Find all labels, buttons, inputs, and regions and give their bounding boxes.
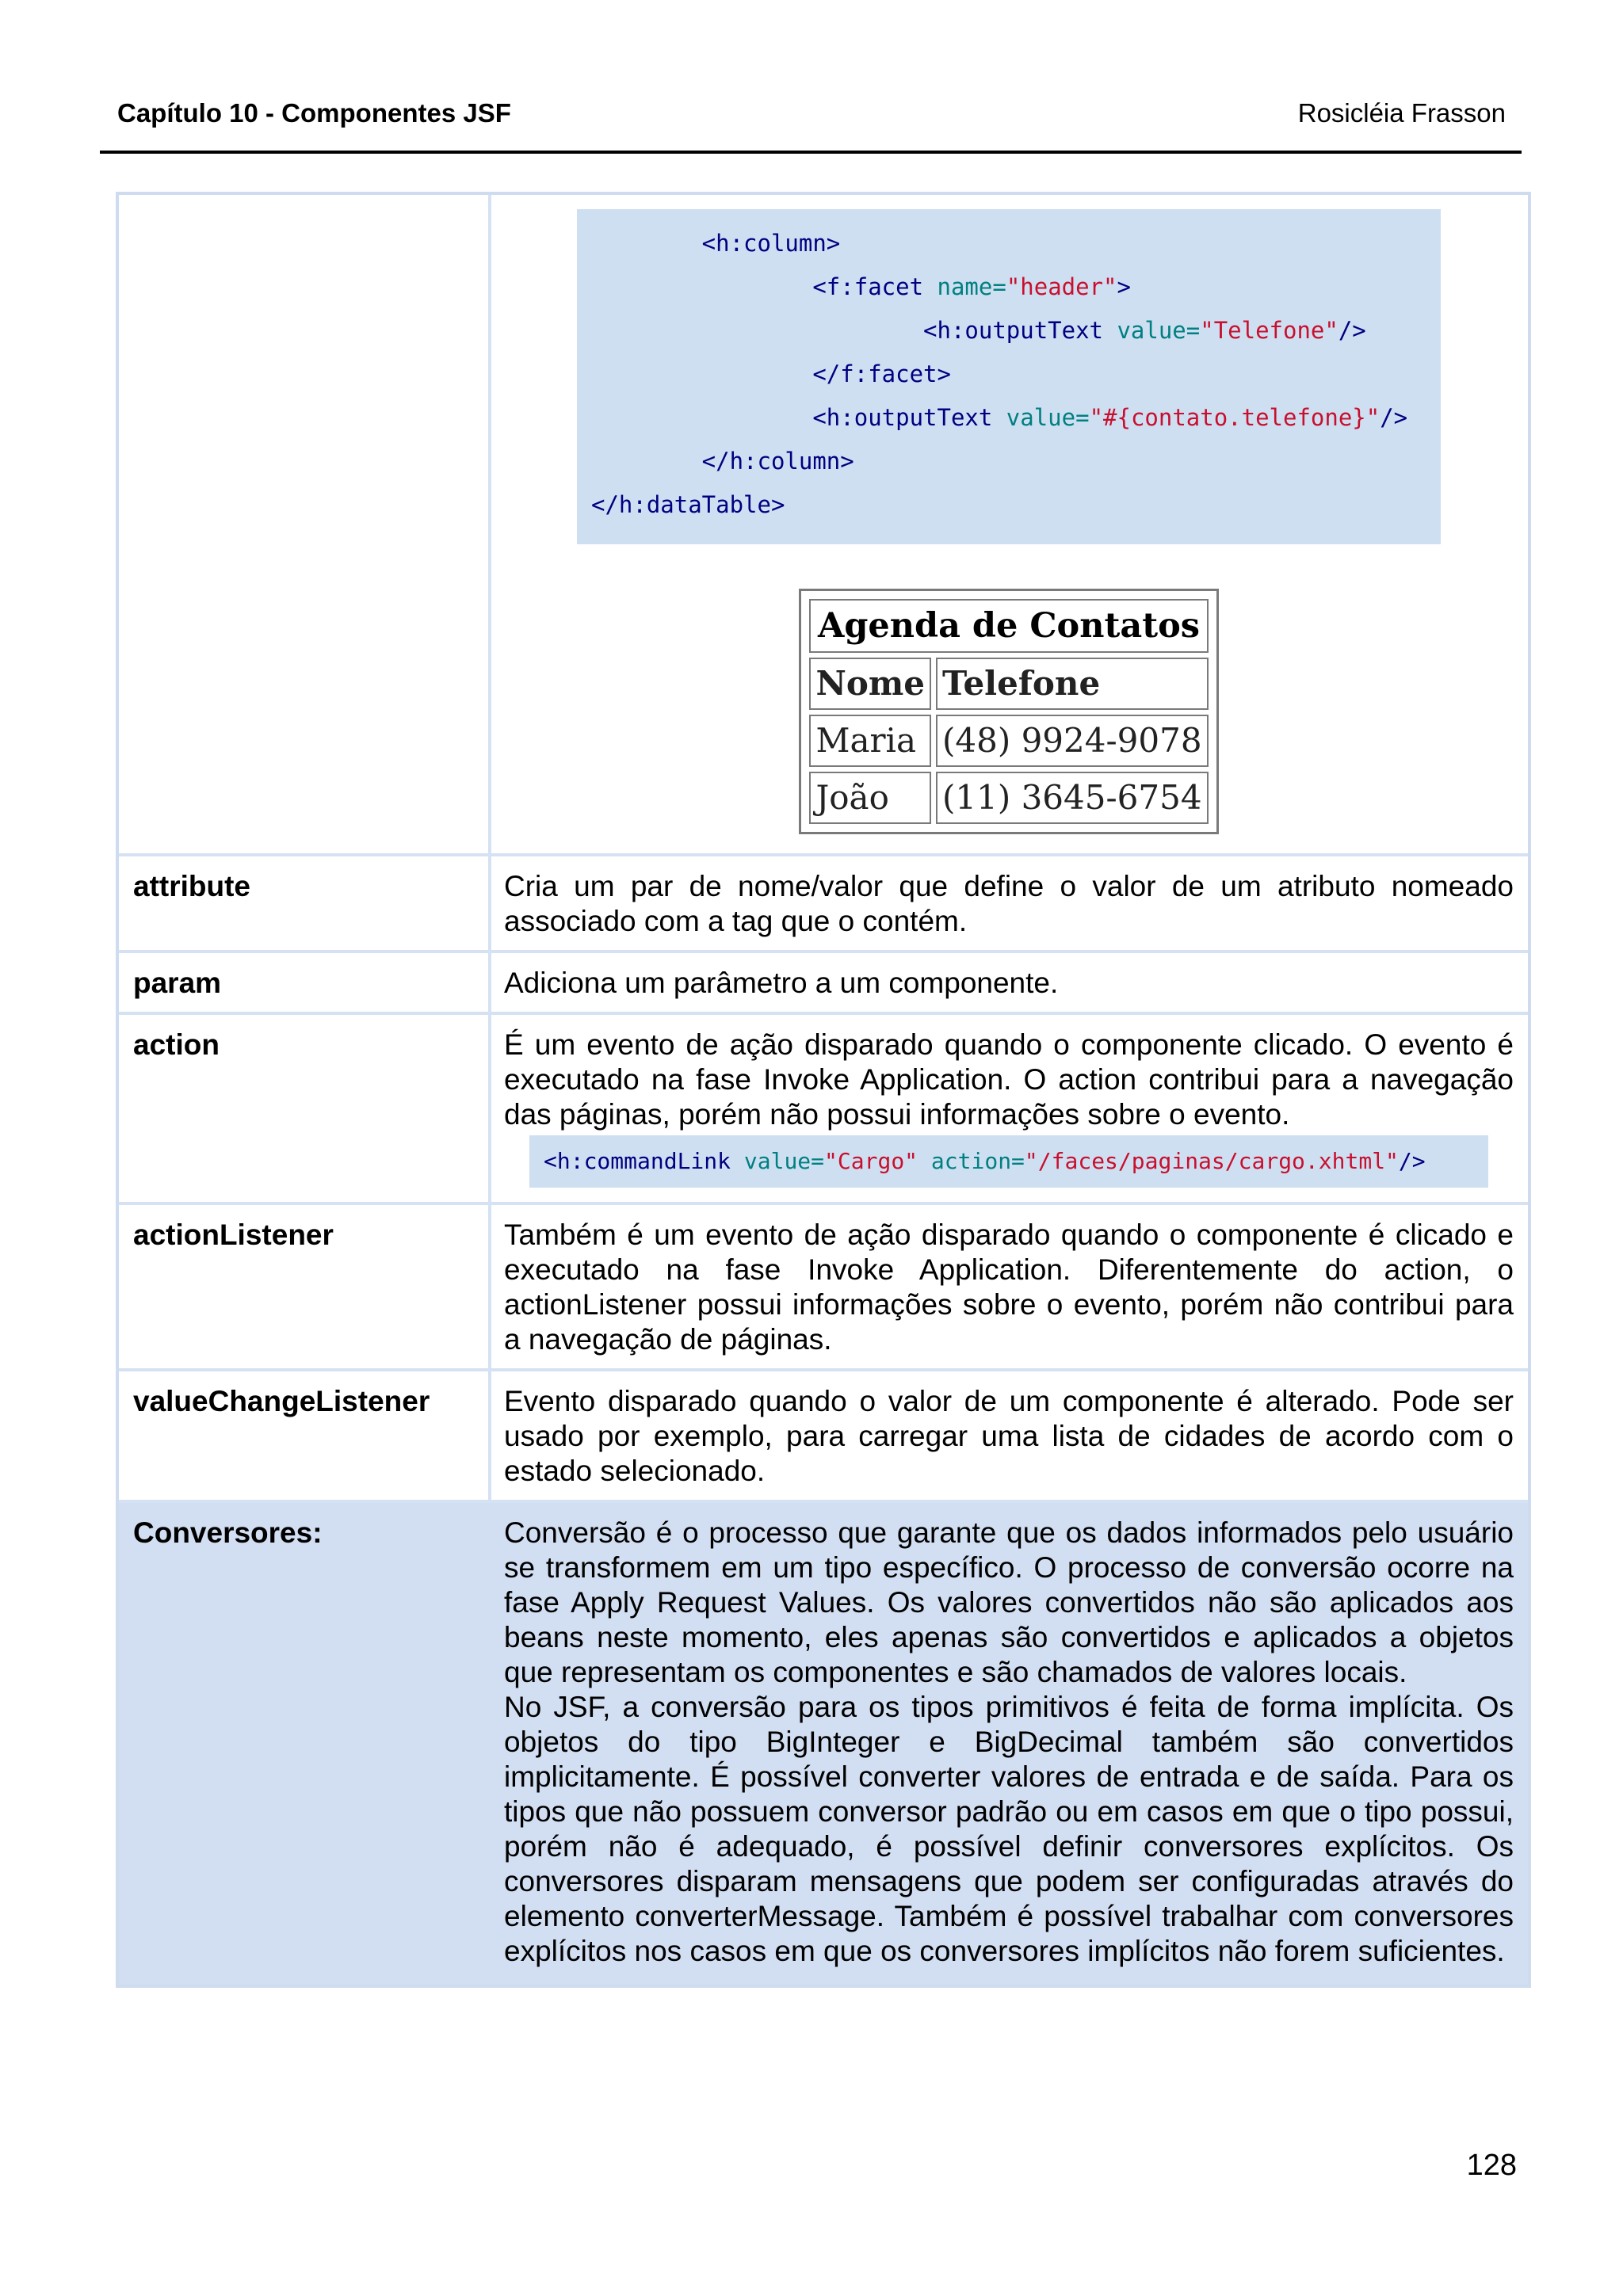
row-key: Conversores: xyxy=(119,1503,491,1985)
description-text: Cria um par de nome/valor que define o valor de um atributo nomeado associado com a tag que o contém. xyxy=(504,870,1514,937)
code-token-tag: <h:outputText xyxy=(591,317,1117,344)
code-token-tag: </f:facet> xyxy=(591,360,951,387)
page-header xyxy=(100,93,1522,154)
row-description xyxy=(491,856,1528,950)
row-key: action xyxy=(119,1015,491,1202)
code-token-str: "Telefone" xyxy=(1200,317,1338,344)
description-text: Também é um evento de ação disparado quando o componente é clicado e executado na fase Invoke Application. Diferentemente do action, o actionListener possui informações sobre o evento, porém não contribui para a navegação de páginas. xyxy=(504,1219,1514,1356)
code-token-tag: > xyxy=(1117,273,1131,300)
description-paragraph-2: No JSF, a conversão para os tipos primitivos é feita de forma implícita. Os objetos do tipo BigInteger e BigDecimal também são convertidos implicitamente. É possível converter valores de entrada e de saída. Para os tipos que não possuem conversor padrão ou em casos em que o tipo possui, porém não é adequado, é possível definir conversores explícitos. Os conversores disparam mensagens que podem ser configuradas através do elemento converterMessage. Também é possível trabalhar com conversores explícitos nos casos em que os conversores implícitos não forem suficientes. xyxy=(504,1691,1514,1967)
code-token-tag: <h:commandLink xyxy=(544,1148,744,1174)
code-token-attr: action= xyxy=(918,1148,1025,1174)
agenda-cell-telefone: (11) 3645-6754 xyxy=(936,772,1209,824)
components-table xyxy=(116,192,1531,1988)
agenda-cell-telefone: (48) 9924-9078 xyxy=(936,715,1209,767)
row-key: actionListener xyxy=(119,1205,491,1368)
code-token-tag: <h:column> xyxy=(591,230,841,257)
table-row-param xyxy=(119,950,1528,1012)
agenda-cell-nome: João xyxy=(809,772,931,824)
code-line xyxy=(591,222,1426,265)
row-description xyxy=(491,1205,1528,1368)
description-text: Evento disparado quando o valor de um componente é alterado. Pode ser usado por exemplo, para carregar uma lista de cidades de acordo com o estado selecionado. xyxy=(504,1385,1514,1487)
code-block-datatable xyxy=(577,209,1441,544)
code-token-tag: </h:dataTable> xyxy=(591,491,785,518)
row-description xyxy=(491,953,1528,1012)
code-token-tag: /> xyxy=(1398,1148,1426,1174)
description-text: Adiciona um parâmetro a um componente. xyxy=(504,967,1059,999)
agenda-header-row xyxy=(809,658,1208,710)
row-key: valueChangeListener xyxy=(119,1371,491,1500)
table-row-action xyxy=(119,1012,1528,1202)
table-row-attribute xyxy=(119,853,1528,950)
row-key: param xyxy=(119,953,491,1012)
code-token-attr: value= xyxy=(743,1148,825,1174)
code-token-str: "Cargo" xyxy=(824,1148,918,1174)
row-key-empty xyxy=(119,195,491,853)
code-line xyxy=(591,483,1426,527)
row-key: attribute xyxy=(119,856,491,950)
table-row xyxy=(809,772,1208,824)
row-description xyxy=(491,1015,1528,1202)
chapter-title: Capítulo 10 - Componentes JSF xyxy=(117,98,511,128)
agenda-table-image xyxy=(799,589,1218,834)
row-description xyxy=(491,1371,1528,1500)
row-description xyxy=(491,1503,1528,1985)
code-token-attr: value= xyxy=(1117,317,1201,344)
code-token-attr: value= xyxy=(1006,404,1090,431)
table-row xyxy=(809,715,1208,767)
code-token-str: "header" xyxy=(1006,273,1117,300)
code-token-str: "/faces/paginas/cargo.xhtml" xyxy=(1024,1148,1399,1174)
table-row-valuechangelistener xyxy=(119,1368,1528,1500)
page-number: 128 xyxy=(1466,2149,1517,2182)
row-value-example xyxy=(491,195,1528,853)
code-token-tag: /> xyxy=(1380,404,1408,431)
description-text: É um evento de ação disparado quando o componente clicado. O evento é executado na fase Invoke Application. O action contribui para a navegação das páginas, porém não possui informações sobre o evento. xyxy=(504,1028,1514,1131)
agenda-caption: Agenda de Contatos xyxy=(809,599,1208,653)
code-line xyxy=(591,396,1426,440)
code-token-tag: <h:outputText xyxy=(591,404,1006,431)
agenda-col-nome: Nome xyxy=(809,658,931,710)
code-line xyxy=(591,353,1426,396)
description-paragraph-1: Conversão é o processo que garante que os dados informados pelo usuário se transformem em um tipo específico. O processo de conversão ocorre na fase Apply Request Values. Os valores convertidos não são aplicados aos beans neste momento, eles apenas são convertidos e aplicados a objetos que representam os componentes e são chamados de valores locais. xyxy=(504,1516,1514,1688)
agenda-col-telefone: Telefone xyxy=(936,658,1209,710)
code-line xyxy=(591,265,1426,309)
author-name: Rosicléia Frasson xyxy=(1297,98,1506,128)
code-token-tag: </h:column> xyxy=(591,448,854,475)
table-row-actionlistener xyxy=(119,1202,1528,1368)
table-row-conversores xyxy=(119,1500,1528,1985)
code-token-str: "#{contato.telefone}" xyxy=(1089,404,1381,431)
table-row-datatable-example xyxy=(119,195,1528,853)
code-token-tag: /> xyxy=(1338,317,1366,344)
agenda-figure xyxy=(504,544,1514,842)
agenda-cell-nome: Maria xyxy=(809,715,931,767)
code-token-attr: name= xyxy=(937,273,1006,300)
code-snippet-commandlink xyxy=(529,1135,1488,1188)
code-token-tag: <f:facet xyxy=(591,273,938,300)
code-line xyxy=(591,440,1426,483)
code-line xyxy=(591,309,1426,353)
